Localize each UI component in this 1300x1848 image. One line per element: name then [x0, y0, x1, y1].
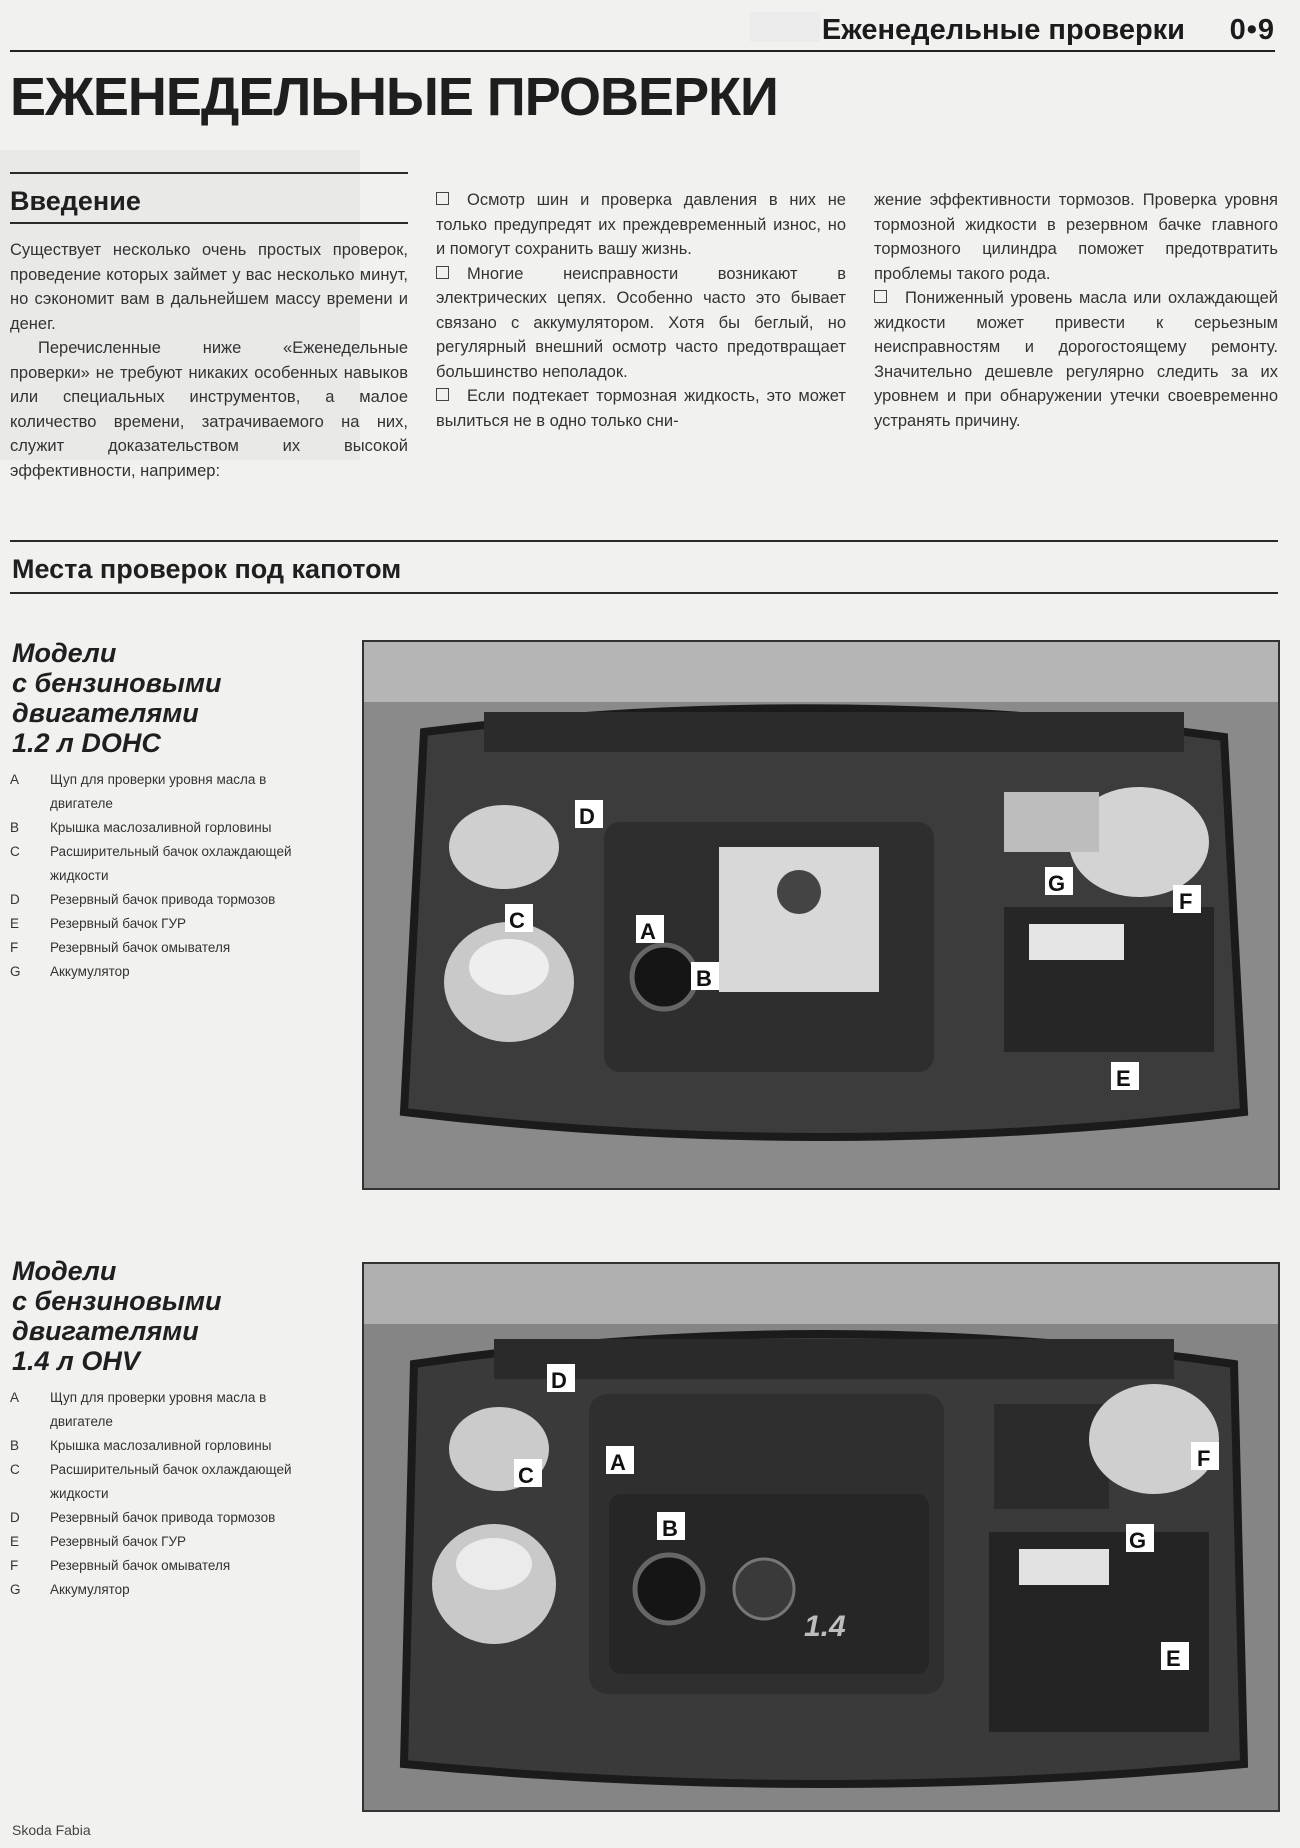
- legend-item: C Расширительный бачок охлаждающей жидкости: [10, 844, 292, 883]
- legend-item: B Крышка маслозаливной горловины: [10, 1438, 272, 1453]
- under-bonnet-rule-bottom: [10, 592, 1278, 594]
- callout-label: C: [518, 1463, 534, 1488]
- legend-item: D Резервный бачок привода тормозов: [10, 892, 276, 907]
- callout-label: G: [1048, 871, 1066, 896]
- callout-label: D: [551, 1368, 567, 1393]
- legend-item: E Резервный бачок ГУР: [10, 1534, 187, 1549]
- legend-item: G Аккумулятор: [10, 1582, 130, 1597]
- intro-column-3: [874, 188, 1278, 433]
- model-2-title: Модели с бензиновыми двигателями 1.4 л OHV: [12, 1256, 222, 1376]
- engine-bay-illustration-2: [364, 1264, 1278, 1810]
- intro-paragraph-1: Существует несколько очень простых проверок, проведение которых займет у вас несколько минут, но сэкономит вам в дальнейшем массу времени и денег.: [10, 241, 408, 333]
- legend-item: E Резервный бачок ГУР: [10, 916, 187, 931]
- engine-bay-illustration-1: [364, 642, 1278, 1188]
- intro-column-1: [10, 238, 408, 483]
- model-1-legend: [10, 768, 310, 984]
- intro-rule-bottom: [10, 222, 408, 224]
- callout-label: F: [1197, 1446, 1211, 1471]
- engine-cover-mark: 1.4: [804, 1610, 846, 1643]
- legend-item: C Расширительный бачок охлаждающей жидкости: [10, 1462, 292, 1501]
- callout-label: B: [662, 1516, 678, 1541]
- brake-fluid-continuation: жение эффективности тормозов. Проверка уровня тормозной жидкости в резервном бачке главного тормозного цилиндра поможет предотвратить проблемы такого рода.: [874, 191, 1278, 283]
- intro-rule-top: [10, 172, 408, 174]
- checkbox-icon: [436, 266, 449, 279]
- callout-label: F: [1179, 889, 1193, 914]
- callout-label: E: [1116, 1066, 1131, 1091]
- model-2-legend: [10, 1386, 310, 1602]
- legend-item: F Резервный бачок омывателя: [10, 1558, 231, 1573]
- legend-item: F Резервный бачок омывателя: [10, 940, 231, 955]
- engine-bay-photo-1: [362, 640, 1280, 1190]
- callout-label: D: [579, 804, 595, 829]
- checkbox-icon: [874, 290, 887, 303]
- legend-item: D Резервный бачок привода тормозов: [10, 1510, 276, 1525]
- intro-heading: Введение: [10, 186, 141, 216]
- bullet-oil-coolant: Пониженный уровень масла или охлаждающей жидкости может привести к серьезным неисправностям и дорогостоящему ремонту. Значительно дешевле регулярно следить за их уровнем и при обнаружении утечки своевременно устранять причину.: [874, 289, 1278, 430]
- checkbox-icon: [436, 388, 449, 401]
- checkbox-icon: [436, 192, 449, 205]
- callout-label: A: [640, 919, 656, 944]
- callout-label: A: [610, 1450, 626, 1475]
- header-shadow: [750, 12, 820, 42]
- under-bonnet-rule-top: [10, 540, 1278, 542]
- legend-item: G Аккумулятор: [10, 964, 130, 979]
- callout-label: B: [696, 966, 712, 991]
- intro-paragraph-2: Перечисленные ниже «Еженедельные проверки» не требуют никаких особенных навыков или специальных инструментов, а малое количество времени, затрачиваемого на них, служит доказательством их высокой эффективности, например:: [10, 339, 408, 480]
- under-bonnet-heading: Места проверок под капотом: [12, 554, 402, 584]
- footer-book-title: Skoda Fabia: [12, 1822, 91, 1838]
- page-number: 0•9: [1229, 14, 1275, 46]
- intro-column-2: [436, 188, 846, 433]
- bullet-electrics: Многие неисправности возникают в электрических цепях. Особенно часто это бывает связано с аккумулятором. Хотя бы беглый, но регулярный внешний осмотр часто предотвращает большинство неполадок.: [436, 264, 846, 381]
- header-section-title: Еженедельные проверки: [821, 14, 1185, 46]
- page-title: ЕЖЕНЕДЕЛЬНЫЕ ПРОВЕРКИ: [10, 67, 778, 127]
- callout-label: C: [509, 908, 525, 933]
- legend-item: B Крышка маслозаливной горловины: [10, 820, 272, 835]
- callout-label: E: [1166, 1646, 1181, 1671]
- legend-item: A Щуп для проверки уровня масла в двигателе: [10, 772, 267, 811]
- engine-bay-photo-2: [362, 1262, 1280, 1812]
- callout-label: G: [1129, 1528, 1147, 1553]
- legend-item: A Щуп для проверки уровня масла в двигателе: [10, 1390, 267, 1429]
- model-1-title: Модели с бензиновыми двигателями 1.2 л DOHC: [12, 638, 222, 758]
- bullet-tyres: Осмотр шин и проверка давления в них не только предупредят их преждевременный износ, но и помогут сохранить вашу жизнь.: [436, 191, 846, 258]
- running-header: [10, 12, 1275, 52]
- bullet-brake-fluid: Если подтекает тормозная жидкость, это может вылиться не в одно только сни-: [436, 387, 846, 430]
